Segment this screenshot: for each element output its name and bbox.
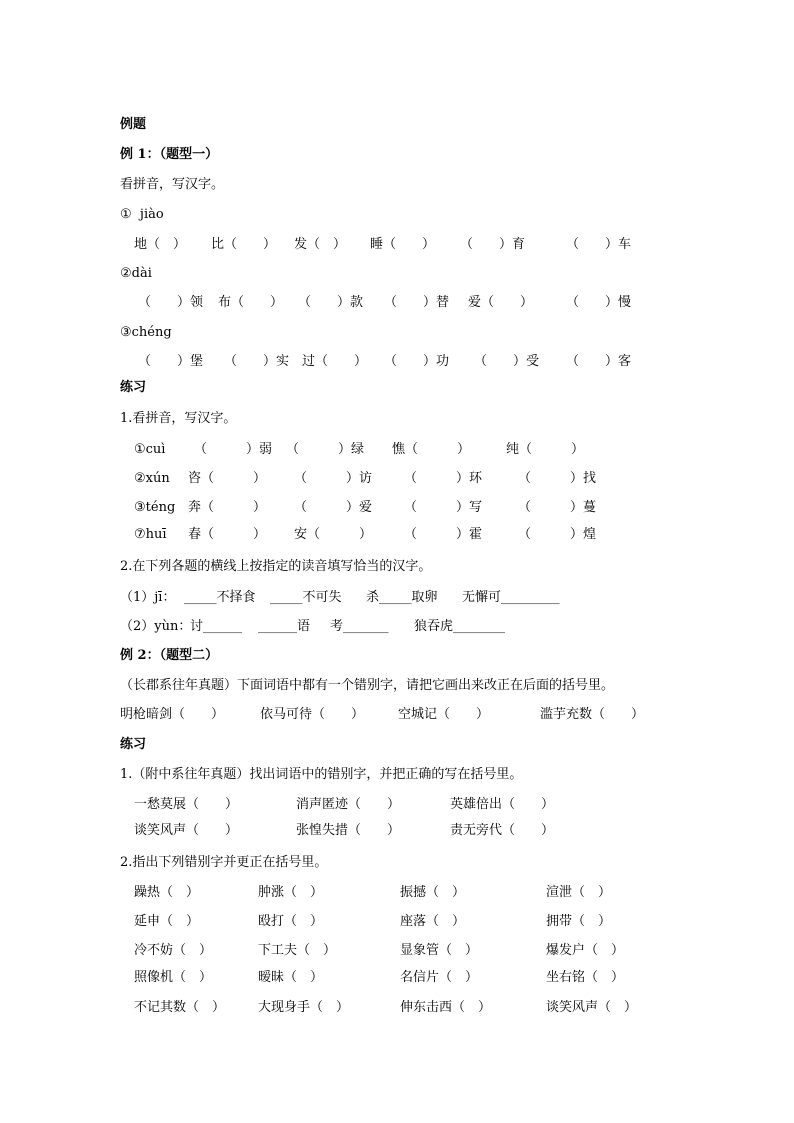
fill-blank: _____不可失 [270, 590, 342, 605]
fill-blank: 无懈可_________ [462, 590, 560, 605]
word-item: 爆发户（ ） [546, 943, 625, 958]
blank-cell: （ ）客 [566, 354, 632, 369]
fill-blank: 杀_____取卵 [366, 590, 438, 605]
blank-cell: 奔（ ） [188, 500, 267, 515]
fill-blank: 考_______ [330, 619, 389, 634]
example-2-title: 例 2：（题型二） [120, 648, 219, 663]
blank-cell: 爱（ ） [468, 295, 534, 310]
example-1-title: 例 1：（题型一） [120, 147, 219, 162]
word-item: 殴打（ ） [258, 914, 324, 929]
blank-cell: （ ）替 [384, 295, 450, 310]
word-item: 下工夫（ ） [258, 943, 337, 958]
blank-cell: （ ）访 [294, 471, 373, 486]
word-item: 伸东击西（ ） [400, 1000, 492, 1015]
blank-cell: （ ）写 [404, 500, 483, 515]
blank-cell: （ ）霍 [404, 527, 483, 542]
ex1-pinyin-label: ③chéng [120, 325, 172, 340]
word-item: 大现身手（ ） [258, 1000, 350, 1015]
blank-cell: （ ）蔓 [518, 500, 597, 515]
practice-1-q2-title: 2.在下列各题的横线上按指定的读音填写恰当的汉字。 [120, 559, 432, 574]
word-item: 暧昧（ ） [258, 970, 324, 985]
blank-cell: （ ）领 [138, 295, 204, 310]
pinyin-label: ②xún [134, 471, 170, 486]
section-heading: 例题 [120, 117, 147, 132]
blank-cell: 安（ ） [294, 527, 373, 542]
practice-2-q1-title: 1.（附中系往年真题）找出词语中的错别字，并把正确的写在括号里。 [120, 767, 523, 782]
blank-cell: （ ）环 [404, 471, 483, 486]
fill-blank: ______语 [258, 619, 311, 634]
word-item: 肿涨（ ） [258, 885, 324, 900]
blank-cell: 布（ ） [218, 295, 284, 310]
blank-cell: （ ）款 [298, 295, 364, 310]
word-item: 谈笑风声（ ） [546, 1000, 638, 1015]
word-item: 延申（ ） [134, 914, 200, 929]
blank-cell: 憔（ ） [392, 442, 471, 457]
blank-cell: （ ）实 [224, 354, 290, 369]
word-item: 一愁莫展（ ） [134, 797, 239, 812]
fill-blank: 狼吞虎________ [414, 619, 506, 634]
word-item: 空城记（ ） [398, 707, 490, 722]
word-item: 坐右铭（ ） [546, 970, 625, 985]
blank-cell: 地（ ） [134, 237, 187, 252]
word-item: 明枪暗剑（ ） [120, 707, 225, 722]
ex1-pinyin-label: ① jiào [120, 207, 164, 222]
practice-2-title: 练习 [120, 737, 147, 752]
blank-cell: （ ）煌 [518, 527, 597, 542]
blank-cell: （ ）育 [460, 237, 526, 252]
word-item: 拥带（ ） [546, 914, 612, 929]
blank-cell: 咨（ ） [188, 471, 267, 486]
word-item: 振撼（ ） [400, 885, 466, 900]
ex1-pinyin-label: ②dài [120, 266, 152, 281]
word-item: 躁热（ ） [134, 885, 200, 900]
blank-cell: 发（ ） [294, 237, 347, 252]
word-item: 渲泄（ ） [546, 885, 612, 900]
fill-blank: _____不择食 [184, 590, 256, 605]
word-item: 英雄倍出（ ） [450, 797, 555, 812]
word-item: 座落（ ） [400, 914, 466, 929]
blank-cell: 比（ ） [211, 237, 277, 252]
blank-cell: 春（ ） [188, 527, 267, 542]
blank-cell: （ ）车 [566, 237, 632, 252]
pinyin-label: （2）yùn： [120, 619, 192, 634]
blank-cell: （ ）功 [384, 354, 450, 369]
pinyin-label: （1）jī： [120, 590, 176, 605]
word-item: 冷不妨（ ） [134, 943, 213, 958]
blank-cell: 睡（ ） [370, 237, 436, 252]
word-item: 张惶失措（ ） [296, 823, 401, 838]
word-item: 照像机（ ） [134, 970, 213, 985]
fill-blank: 讨______ [190, 619, 243, 634]
blank-cell: （ ）受 [474, 354, 540, 369]
blank-cell: 过（ ） [302, 354, 368, 369]
blank-cell: （ ）堡 [138, 354, 204, 369]
word-item: 不记其数（ ） [134, 1000, 226, 1015]
practice-1-title: 练习 [120, 380, 147, 395]
practice-2-q2-title: 2.指出下列错别字并更正在括号里。 [120, 855, 328, 870]
blank-cell: （ ）弱 [194, 442, 273, 457]
example-1-instruction: 看拼音，写汉字。 [120, 177, 225, 192]
blank-cell: （ ）慢 [566, 295, 632, 310]
practice-1-q1-title: 1.看拼音，写汉字。 [120, 411, 237, 426]
blank-cell: （ ）找 [518, 471, 597, 486]
word-item: 消声匿迹（ ） [296, 797, 401, 812]
pinyin-label: ①cuì [134, 442, 166, 457]
word-item: 名信片（ ） [400, 970, 479, 985]
pinyin-label: ⑦huī [134, 527, 167, 542]
word-item: 依马可待（ ） [260, 707, 365, 722]
pinyin-label: ③téng [134, 500, 176, 515]
word-item: 责无旁代（ ） [450, 823, 555, 838]
blank-cell: （ ）爱 [294, 500, 373, 515]
word-item: 显象管（ ） [400, 943, 479, 958]
word-item: 滥芋充数（ ） [540, 707, 645, 722]
example-2-instruction: （长郡系往年真题）下面词语中都有一个错别字，请把它画出来改正在后面的括号里。 [120, 678, 615, 693]
blank-cell: 纯（ ） [506, 442, 585, 457]
blank-cell: （ ）绿 [286, 442, 365, 457]
word-item: 谈笑风声（ ） [134, 823, 239, 838]
